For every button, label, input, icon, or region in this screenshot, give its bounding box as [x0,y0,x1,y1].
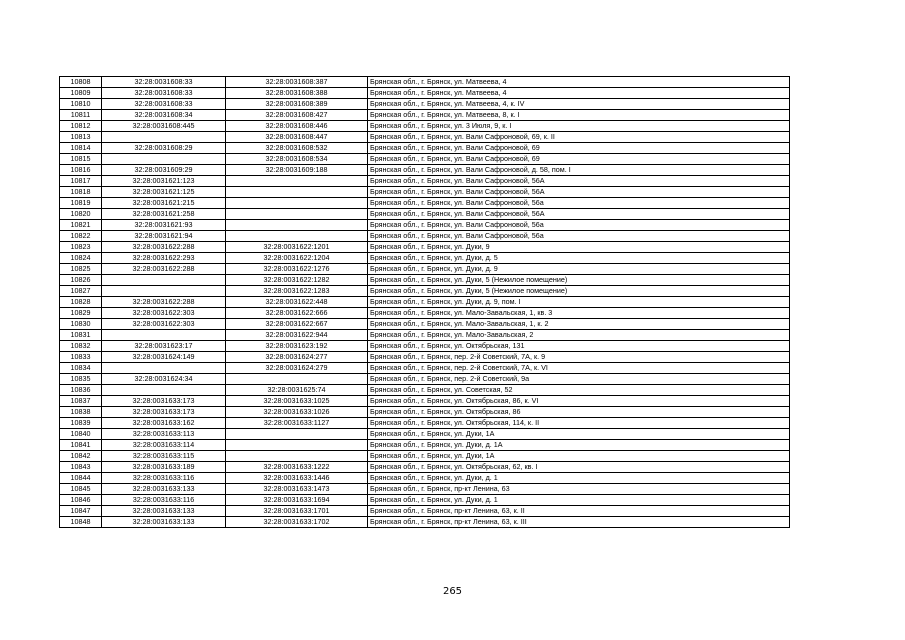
object-cadastral-number-cell: 32:28:0031622:1276 [226,264,368,275]
land-cadastral-number-cell: 32:28:0031608:34 [102,110,226,121]
object-cadastral-number-cell [226,374,368,385]
table-row [60,517,790,528]
land-cadastral-number-cell: 32:28:0031622:288 [102,297,226,308]
row-number-cell: 10813 [60,132,102,143]
row-number-cell: 10822 [60,231,102,242]
address-cell: Брянская обл., г. Брянск, ул. Вали Сафроновой, 69 [368,154,790,165]
row-number-cell: 10843 [60,462,102,473]
row-number-cell: 10808 [60,77,102,88]
object-cadastral-number-cell: 32:28:0031633:1701 [226,506,368,517]
table-row [60,198,790,209]
row-number-cell: 10815 [60,154,102,165]
object-cadastral-number-cell: 32:28:0031622:448 [226,297,368,308]
land-cadastral-number-cell [102,154,226,165]
object-cadastral-number-cell: 32:28:0031633:1127 [226,418,368,429]
land-cadastral-number-cell: 32:28:0031633:133 [102,484,226,495]
row-number-cell: 10812 [60,121,102,132]
object-cadastral-number-cell [226,429,368,440]
row-number-cell: 10845 [60,484,102,495]
object-cadastral-number-cell: 32:28:0031609:188 [226,165,368,176]
object-cadastral-number-cell: 32:28:0031608:389 [226,99,368,110]
table-row [60,385,790,396]
table-row [60,220,790,231]
address-cell: Брянская обл., г. Брянск, ул. Матвеева, 8, к. I [368,110,790,121]
address-cell: Брянская обл., г. Брянск, ул. Вали Сафроновой, 56А [368,187,790,198]
table-row [60,77,790,88]
row-number-cell: 10833 [60,352,102,363]
land-cadastral-number-cell: 32:28:0031633:133 [102,506,226,517]
address-cell: Брянская обл., г. Брянск, пер. 2-й Советский, 9а [368,374,790,385]
row-number-cell: 10811 [60,110,102,121]
land-cadastral-number-cell: 32:28:0031609:29 [102,165,226,176]
address-cell: Брянская обл., г. Брянск, ул. Матвеева, 4 [368,88,790,99]
land-cadastral-number-cell: 32:28:0031621:125 [102,187,226,198]
address-cell: Брянская обл., г. Брянск, ул. Вали Сафроновой, 56а [368,231,790,242]
table-row [60,99,790,110]
object-cadastral-number-cell [226,220,368,231]
land-cadastral-number-cell: 32:28:0031621:93 [102,220,226,231]
row-number-cell: 10829 [60,308,102,319]
address-cell: Брянская обл., г. Брянск, ул. Дуки, д. 9, пом. I [368,297,790,308]
object-cadastral-number-cell: 32:28:0031633:1473 [226,484,368,495]
row-number-cell: 10834 [60,363,102,374]
address-cell: Брянская обл., г. Брянск, ул. Матвеева, 4, к. IV [368,99,790,110]
land-cadastral-number-cell: 32:28:0031622:288 [102,264,226,275]
row-number-cell: 10842 [60,451,102,462]
land-cadastral-number-cell: 32:28:0031633:189 [102,462,226,473]
address-cell: Брянская обл., г. Брянск, пр-кт Ленина, 63, к. III [368,517,790,528]
table-row [60,418,790,429]
table-row [60,374,790,385]
object-cadastral-number-cell: 32:28:0031624:279 [226,363,368,374]
address-cell: Брянская обл., г. Брянск, ул. Дуки, 9 [368,242,790,253]
table-row [60,484,790,495]
land-cadastral-number-cell: 32:28:0031633:114 [102,440,226,451]
object-cadastral-number-cell: 32:28:0031623:192 [226,341,368,352]
address-cell: Брянская обл., г. Брянск, ул. Вали Сафроновой, 56а [368,220,790,231]
row-number-cell: 10839 [60,418,102,429]
row-number-cell: 10827 [60,286,102,297]
land-cadastral-number-cell [102,286,226,297]
address-cell: Брянская обл., г. Брянск, ул. Дуки, 1А [368,429,790,440]
table-row [60,297,790,308]
address-cell: Брянская обл., г. Брянск, ул. Дуки, д. 1 [368,473,790,484]
table-row [60,473,790,484]
address-cell: Брянская обл., г. Брянск, ул. Вали Сафроновой, д. 58, пом. I [368,165,790,176]
object-cadastral-number-cell [226,231,368,242]
row-number-cell: 10832 [60,341,102,352]
address-cell: Брянская обл., г. Брянск, ул. Октябрьская, 86, к. VI [368,396,790,407]
table-row [60,330,790,341]
table-row [60,506,790,517]
object-cadastral-number-cell: 32:28:0031608:427 [226,110,368,121]
page-number: 265 [442,586,463,597]
address-cell: Брянская обл., г. Брянск, ул. Матвеева, 4 [368,77,790,88]
row-number-cell: 10846 [60,495,102,506]
object-cadastral-number-cell [226,209,368,220]
address-cell: Брянская обл., г. Брянск, ул. Вали Сафроновой, 56А [368,209,790,220]
object-cadastral-number-cell [226,198,368,209]
address-cell: Брянская обл., г. Брянск, ул. Советская, 52 [368,385,790,396]
land-cadastral-number-cell: 32:28:0031633:173 [102,396,226,407]
land-cadastral-number-cell: 32:28:0031624:149 [102,352,226,363]
land-cadastral-number-cell: 32:28:0031633:162 [102,418,226,429]
address-cell: Брянская обл., г. Брянск, ул. Мало-Завальская, 1, к. 2 [368,319,790,330]
address-cell: Брянская обл., г. Брянск, ул. Дуки, д. 5 [368,253,790,264]
address-cell: Брянская обл., г. Брянск, ул. Мало-Завальская, 1, кв. 3 [368,308,790,319]
land-cadastral-number-cell: 32:28:0031633:115 [102,451,226,462]
table-row [60,231,790,242]
table-row [60,143,790,154]
row-number-cell: 10817 [60,176,102,187]
object-cadastral-number-cell: 32:28:0031633:1702 [226,517,368,528]
land-cadastral-number-cell: 32:28:0031624:34 [102,374,226,385]
object-cadastral-number-cell: 32:28:0031608:446 [226,121,368,132]
row-number-cell: 10821 [60,220,102,231]
object-cadastral-number-cell [226,451,368,462]
object-cadastral-number-cell: 32:28:0031622:1282 [226,275,368,286]
object-cadastral-number-cell: 32:28:0031622:1201 [226,242,368,253]
address-cell: Брянская обл., г. Брянск, ул. Дуки, д. 1А [368,440,790,451]
table-row [60,264,790,275]
row-number-cell: 10835 [60,374,102,385]
registry-table [59,76,790,528]
row-number-cell: 10837 [60,396,102,407]
address-cell: Брянская обл., г. Брянск, ул. Дуки, 5 (Нежилое помещение) [368,286,790,297]
address-cell: Брянская обл., г. Брянск, ул. Вали Сафроновой, 56а [368,198,790,209]
address-cell: Брянская обл., г. Брянск, ул. Вали Сафроновой, 69, к. II [368,132,790,143]
table-row [60,121,790,132]
address-cell: Брянская обл., г. Брянск, ул. Октябрьская, 114, к. II [368,418,790,429]
table-row [60,110,790,121]
object-cadastral-number-cell: 32:28:0031608:447 [226,132,368,143]
table-row [60,352,790,363]
row-number-cell: 10823 [60,242,102,253]
object-cadastral-number-cell: 32:28:0031622:667 [226,319,368,330]
row-number-cell: 10820 [60,209,102,220]
object-cadastral-number-cell: 32:28:0031608:534 [226,154,368,165]
land-cadastral-number-cell: 32:28:0031608:33 [102,88,226,99]
object-cadastral-number-cell [226,187,368,198]
object-cadastral-number-cell: 32:28:0031633:1026 [226,407,368,418]
row-number-cell: 10840 [60,429,102,440]
address-cell: Брянская обл., г. Брянск, ул. Октябрьская, 131 [368,341,790,352]
object-cadastral-number-cell [226,176,368,187]
object-cadastral-number-cell: 32:28:0031625:74 [226,385,368,396]
land-cadastral-number-cell: 32:28:0031608:33 [102,99,226,110]
row-number-cell: 10838 [60,407,102,418]
address-cell: Брянская обл., г. Брянск, ул. 3 Июля, 9, к. I [368,121,790,132]
row-number-cell: 10844 [60,473,102,484]
land-cadastral-number-cell: 32:28:0031633:113 [102,429,226,440]
table-row [60,253,790,264]
row-number-cell: 10809 [60,88,102,99]
row-number-cell: 10818 [60,187,102,198]
table-row [60,407,790,418]
land-cadastral-number-cell: 32:28:0031633:133 [102,517,226,528]
table-row [60,286,790,297]
row-number-cell: 10816 [60,165,102,176]
land-cadastral-number-cell: 32:28:0031621:215 [102,198,226,209]
table-row [60,88,790,99]
row-number-cell: 10810 [60,99,102,110]
row-number-cell: 10824 [60,253,102,264]
land-cadastral-number-cell: 32:28:0031621:123 [102,176,226,187]
object-cadastral-number-cell: 32:28:0031622:666 [226,308,368,319]
land-cadastral-number-cell: 32:28:0031622:288 [102,242,226,253]
address-cell: Брянская обл., г. Брянск, ул. Дуки, д. 9 [368,264,790,275]
row-number-cell: 10814 [60,143,102,154]
object-cadastral-number-cell: 32:28:0031633:1446 [226,473,368,484]
table-row [60,319,790,330]
table-row [60,440,790,451]
land-cadastral-number-cell: 32:28:0031622:293 [102,253,226,264]
table-row [60,462,790,473]
row-number-cell: 10831 [60,330,102,341]
address-cell: Брянская обл., г. Брянск, ул. Дуки, 5 (Нежилое помещение) [368,275,790,286]
address-cell: Брянская обл., г. Брянск, ул. Вали Сафроновой, 69 [368,143,790,154]
land-cadastral-number-cell [102,385,226,396]
land-cadastral-number-cell: 32:28:0031608:29 [102,143,226,154]
land-cadastral-number-cell: 32:28:0031621:94 [102,231,226,242]
object-cadastral-number-cell: 32:28:0031633:1222 [226,462,368,473]
row-number-cell: 10819 [60,198,102,209]
table-row [60,363,790,374]
address-cell: Брянская обл., г. Брянск, ул. Вали Сафроновой, 56А [368,176,790,187]
object-cadastral-number-cell: 32:28:0031608:532 [226,143,368,154]
table-row [60,165,790,176]
table-row [60,187,790,198]
address-cell: Брянская обл., г. Брянск, пер. 2-й Советский, 7А, к. 9 [368,352,790,363]
land-cadastral-number-cell: 32:28:0031622:303 [102,319,226,330]
table-row [60,154,790,165]
land-cadastral-number-cell: 32:28:0031633:173 [102,407,226,418]
object-cadastral-number-cell: 32:28:0031608:387 [226,77,368,88]
registry-table-body [60,77,790,528]
land-cadastral-number-cell: 32:28:0031608:33 [102,77,226,88]
land-cadastral-number-cell [102,363,226,374]
address-cell: Брянская обл., г. Брянск, ул. Дуки, д. 1 [368,495,790,506]
land-cadastral-number-cell: 32:28:0031622:303 [102,308,226,319]
object-cadastral-number-cell: 32:28:0031622:1204 [226,253,368,264]
object-cadastral-number-cell: 32:28:0031608:388 [226,88,368,99]
table-row [60,495,790,506]
table-row [60,451,790,462]
object-cadastral-number-cell: 32:28:0031622:944 [226,330,368,341]
object-cadastral-number-cell [226,440,368,451]
table-row [60,176,790,187]
address-cell: Брянская обл., г. Брянск, ул. Октябрьская, 86 [368,407,790,418]
land-cadastral-number-cell: 32:28:0031621:258 [102,209,226,220]
address-cell: Брянская обл., г. Брянск, пр-кт Ленина, 63, к. II [368,506,790,517]
object-cadastral-number-cell: 32:28:0031633:1694 [226,495,368,506]
table-row [60,396,790,407]
land-cadastral-number-cell [102,330,226,341]
address-cell: Брянская обл., г. Брянск, пер. 2-й Советский, 7А, к. VI [368,363,790,374]
table-row [60,341,790,352]
row-number-cell: 10836 [60,385,102,396]
row-number-cell: 10847 [60,506,102,517]
address-cell: Брянская обл., г. Брянск, ул. Дуки, 1А [368,451,790,462]
land-cadastral-number-cell [102,275,226,286]
row-number-cell: 10828 [60,297,102,308]
table-row [60,308,790,319]
table-row [60,429,790,440]
object-cadastral-number-cell: 32:28:0031633:1025 [226,396,368,407]
address-cell: Брянская обл., г. Брянск, пр-кт Ленина, 63 [368,484,790,495]
table-row [60,209,790,220]
table-row [60,242,790,253]
land-cadastral-number-cell: 32:28:0031608:445 [102,121,226,132]
object-cadastral-number-cell: 32:28:0031622:1283 [226,286,368,297]
row-number-cell: 10825 [60,264,102,275]
row-number-cell: 10848 [60,517,102,528]
land-cadastral-number-cell: 32:28:0031633:116 [102,473,226,484]
row-number-cell: 10826 [60,275,102,286]
table-row [60,132,790,143]
land-cadastral-number-cell [102,132,226,143]
row-number-cell: 10841 [60,440,102,451]
land-cadastral-number-cell: 32:28:0031633:116 [102,495,226,506]
address-cell: Брянская обл., г. Брянск, ул. Мало-Завальская, 2 [368,330,790,341]
object-cadastral-number-cell: 32:28:0031624:277 [226,352,368,363]
land-cadastral-number-cell: 32:28:0031623:17 [102,341,226,352]
address-cell: Брянская обл., г. Брянск, ул. Октябрьская, 62, кв. I [368,462,790,473]
table-row [60,275,790,286]
row-number-cell: 10830 [60,319,102,330]
